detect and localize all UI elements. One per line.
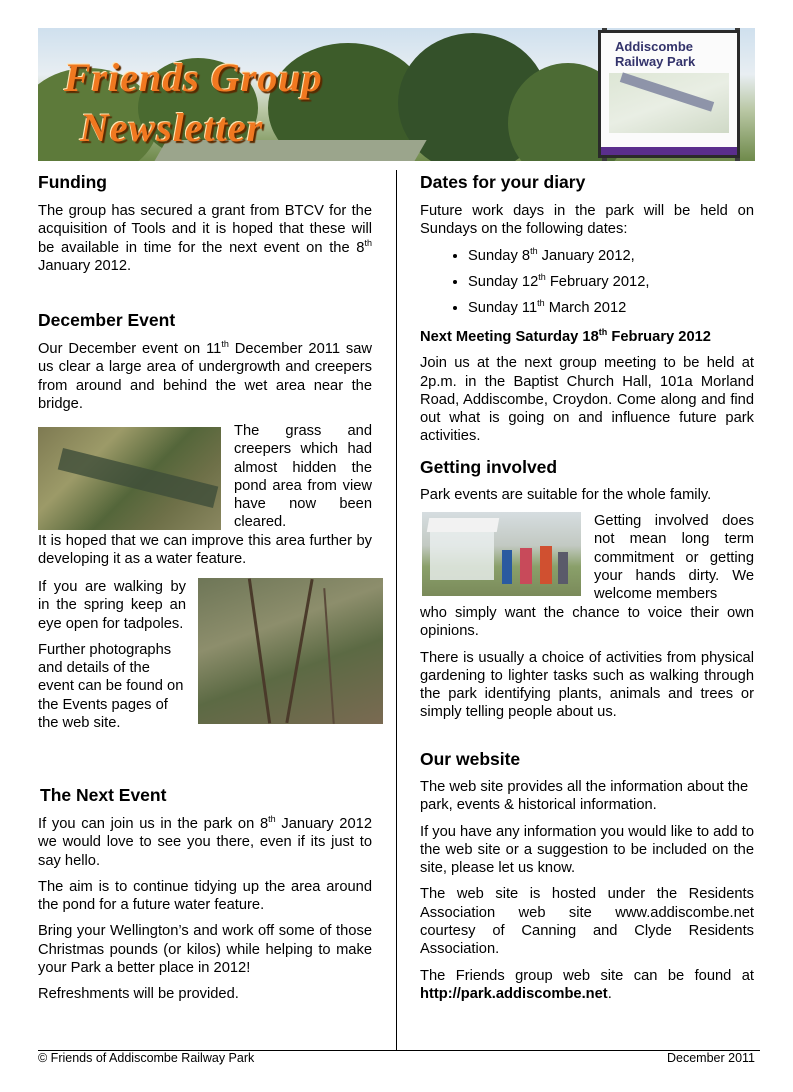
grass-text: The grass and creepers which had almost hidden the pond area from view have now been cleared.: [234, 423, 372, 531]
footer-copyright: © Friends of Addiscombe Railway Park: [38, 1051, 255, 1065]
newsletter-title-line1: Friends Group: [64, 55, 323, 100]
gazebo-event-photo: [422, 512, 581, 596]
aim-text: The aim is to continue tidying up the area around the pond for a future water feature.: [38, 878, 372, 914]
photos-text: Further photographs and details of the event can be found on the Events pages of the web site.: [38, 641, 184, 732]
refreshments-text: Refreshments will be provided.: [38, 986, 239, 1003]
involved-text: Park events are suitable for the whole family.: [420, 487, 712, 503]
sign-line2: Railway Park: [615, 54, 696, 69]
hoped-text: It is hoped that we can improve this area further by developing it as a water feature.: [38, 533, 372, 568]
walking-text: If you are walking by in the spring keep an eye open for tadpoles.: [38, 579, 186, 632]
hosted-text: The web site is hosted under the Residents Association web site www.addiscombe.net courtesy of Canning and Clyde Residents Association.: [420, 886, 754, 958]
newsletter-title-line2: Newsletter: [80, 105, 264, 150]
park-sign: [598, 30, 740, 158]
website-text: The web site provides all the information about the park, events & historical information.: [420, 779, 749, 814]
date-item: • Sunday 8th January 2012,: [468, 247, 754, 265]
bring-text: Bring your Wellington’s and work off some of those Christmas pounds (or kilos) while helping to make your Park a better place in 2012!: [38, 923, 372, 977]
choice-text: There is usually a choice of activities from physical gardening to lighter tasks such as walking through the park identifying plants, animals and trees or simply telling people about us.: [420, 649, 754, 721]
footer-date: December 2011: [666, 1051, 755, 1065]
december-text: Our December event on 11th December 2011 saw us clear a large area of undergrowth and creepers from around and behind the wet area near the bridge.: [38, 339, 372, 412]
our-website-heading: Our website: [420, 749, 521, 769]
dates-heading: Dates for your diary: [420, 172, 586, 192]
december-heading: December Event: [38, 310, 176, 330]
meeting-text: Join us at the next group meeting to be held at 2p.m. in the Baptist Church Hall, 101a Morland Road, Addiscombe, Croydon. Come along and find out what is going on and influence future park activities.: [420, 355, 754, 445]
involved-text-2a: Getting involved does not mean long term commitment or getting your hands dirty. We welcome members: [594, 513, 754, 603]
reeds-photo: [198, 578, 383, 724]
funding-text: The group has secured a grant from BTCV for the acquisition of Tools and it is hoped that these will be available in time for the next event on the 8th January 2012.: [38, 203, 372, 274]
getting-involved-heading: Getting involved: [420, 457, 558, 477]
pond-clearing-photo: [38, 427, 221, 530]
dates-list: [420, 247, 754, 318]
next-event-text: If you can join us in the park on 8th January 2012 we would love to see you there, even if its just to say hello.: [38, 814, 372, 869]
involved-text-2b: who simply want the chance to voice their own opinions.: [420, 605, 754, 640]
sign-line1: Addiscombe: [615, 39, 694, 54]
column-divider: [396, 170, 397, 1050]
sign-map: [609, 73, 729, 133]
dates-text: Future work days in the park will be held on Sundays on the following dates:: [420, 203, 754, 238]
funding-heading: Funding: [38, 172, 108, 192]
friends-site-text: The Friends group web site can be found at http://park.addiscombe.net.: [420, 967, 754, 1002]
friends-site-link[interactable]: http://park.addiscombe.net: [420, 985, 608, 1002]
newsletter-banner: [38, 28, 755, 161]
next-event-heading: The Next Event: [40, 785, 167, 805]
date-item: • Sunday 11th March 2012: [468, 299, 754, 317]
info-text: If you have any information you would like to add to the web site or a suggestion to be included on the site, please let us know.: [420, 823, 754, 877]
next-meeting-heading: Next Meeting Saturday 18th February 2012: [420, 327, 711, 345]
date-item: • Sunday 12th February 2012,: [468, 273, 754, 291]
